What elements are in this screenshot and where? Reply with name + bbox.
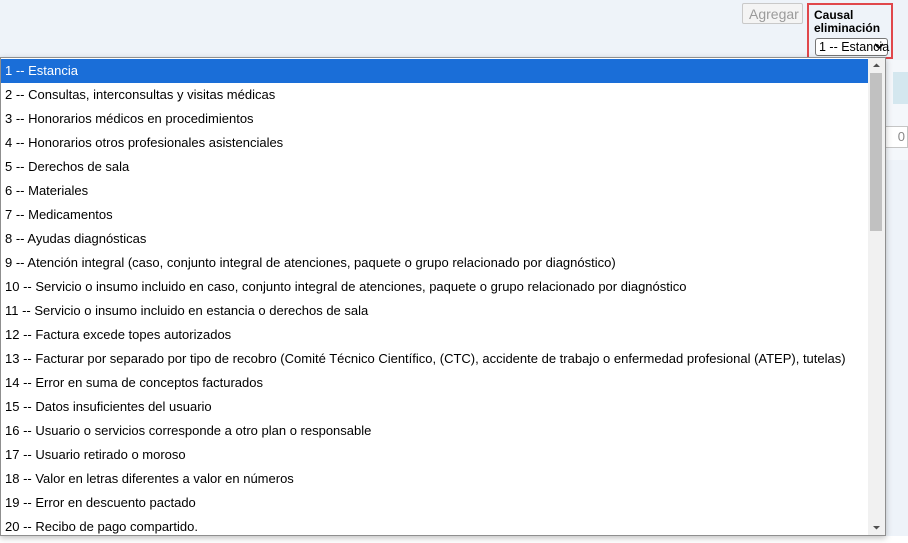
scrollbar-thumb[interactable]	[870, 73, 882, 231]
option-item[interactable]: 19 -- Error en descuento pactado	[5, 495, 196, 510]
option-item[interactable]: 17 -- Usuario retirado o moroso	[5, 447, 186, 462]
option-item[interactable]: 15 -- Datos insuficientes del usuario	[5, 399, 212, 414]
causal-select[interactable]	[815, 38, 888, 56]
option-item[interactable]: 11 -- Servicio o insumo incluido en estancia o derechos de sala	[5, 303, 369, 318]
option-item[interactable]: 3 -- Honorarios médicos en procedimientos	[5, 111, 254, 126]
background-value-cell: 0	[881, 126, 908, 148]
add-button[interactable]: Agregar	[742, 3, 803, 24]
scroll-up-arrow-icon[interactable]	[868, 58, 885, 73]
option-item[interactable]: 2 -- Consultas, interconsultas y visitas médicas	[5, 87, 276, 102]
option-item[interactable]: 9 -- Atención integral (caso, conjunto integral de atenciones, paquete o grupo relacionado por diagnóstico)	[5, 255, 616, 270]
scroll-down-arrow-icon[interactable]	[868, 520, 885, 535]
option-item[interactable]: 20 -- Recibo de pago compartido.	[5, 519, 198, 534]
option-item[interactable]: 16 -- Usuario o servicios corresponde a otro plan o responsable	[5, 423, 372, 438]
option-item[interactable]: 13 -- Facturar por separado por tipo de recobro (Comité Técnico Científico, (CTC), accidente de trabajo o enfermedad profesional (ATEP), tutelas)	[5, 351, 846, 366]
causal-label: Causal eliminación	[814, 8, 881, 35]
scrollbar[interactable]	[868, 58, 885, 535]
option-item[interactable]: 5 -- Derechos de sala	[5, 159, 130, 174]
causal-selected-value: 1 -- Estancia	[819, 40, 890, 54]
causal-dropdown-list[interactable]	[0, 57, 886, 536]
option-item[interactable]: 8 -- Ayudas diagnósticas	[5, 231, 147, 246]
option-item[interactable]: 18 -- Valor en letras diferentes a valor en números	[5, 471, 294, 486]
option-item[interactable]: 14 -- Error en suma de conceptos facturados	[5, 375, 263, 390]
option-list	[1, 59, 868, 539]
chevron-down-icon	[874, 43, 884, 50]
option-item[interactable]: 7 -- Medicamentos	[5, 207, 113, 222]
option-item[interactable]: 1 -- Estancia	[1, 59, 868, 83]
option-item[interactable]: 6 -- Materiales	[5, 183, 89, 198]
option-item[interactable]: 4 -- Honorarios otros profesionales asistenciales	[5, 135, 284, 150]
option-item[interactable]: 10 -- Servicio o insumo incluido en caso, conjunto integral de atenciones, paquete o grupo relacionado por diagnóstico	[5, 279, 687, 294]
causal-highlight-box	[807, 3, 893, 59]
option-item[interactable]: 12 -- Factura excede topes autorizados	[5, 327, 232, 342]
background-header-cell	[893, 72, 908, 104]
